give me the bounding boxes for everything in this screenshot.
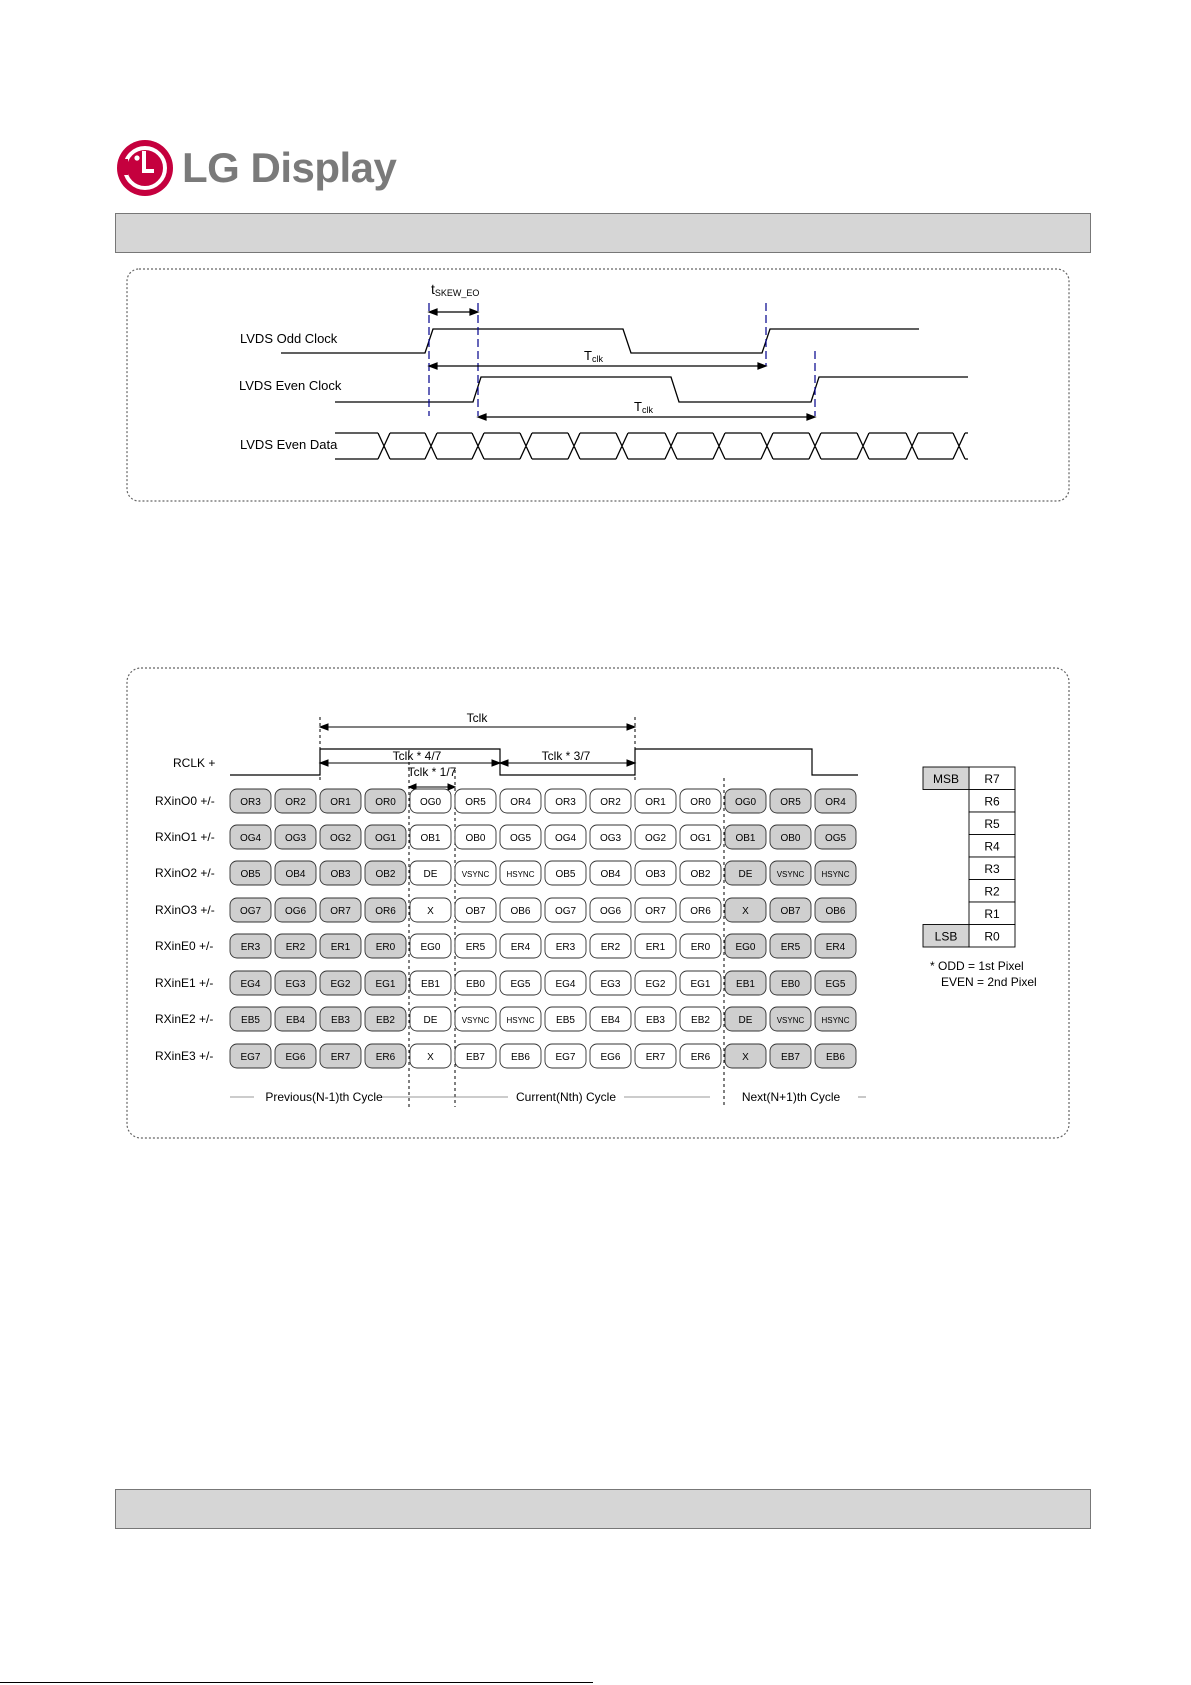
bit-cell-label: OB3 (645, 869, 666, 880)
bit-cell-label: EB1 (736, 979, 755, 990)
bit-name: R1 (984, 907, 1000, 921)
bit-cell-label: ER7 (330, 1052, 351, 1063)
bit-cell-label: HSYNC (821, 870, 850, 879)
bit-cell-label: OB3 (330, 869, 351, 880)
bit-cell-label: X (742, 1052, 749, 1063)
bit-order-table (923, 767, 1015, 947)
footer-rule (0, 1682, 593, 1683)
bit-cell-label: EB2 (376, 1015, 395, 1026)
bit-cell-label: EB7 (781, 1052, 800, 1063)
bit-cell-label: OB2 (690, 869, 711, 880)
bit-cell-label: OG2 (329, 833, 352, 844)
arrowhead-icon (470, 309, 478, 315)
signal-label-odd-clock: LVDS Odd Clock (240, 331, 338, 346)
even-data-waveform (335, 433, 968, 459)
arrowhead-icon (320, 724, 328, 730)
even-tclk-label: Tclk (634, 399, 653, 415)
cycle-label-current: Current(Nth) Cycle (515, 1090, 617, 1104)
bit-cell-label: OR7 (330, 906, 351, 917)
arrowhead-icon (429, 363, 437, 369)
bit-cell-label: EB0 (781, 979, 800, 990)
bit-cell-label: EG3 (285, 979, 306, 990)
bit-cell-label: EB2 (691, 1015, 710, 1026)
bit-cell-label: OB7 (465, 906, 486, 917)
arrowhead-icon (448, 784, 455, 790)
bit-cell-label: ER5 (780, 942, 801, 953)
bit-cell-label: ER1 (330, 942, 351, 953)
lvds-data-mapping-diagram (126, 667, 1071, 1140)
bit-cell-label: HSYNC (821, 1016, 850, 1025)
arrowhead-icon (500, 760, 508, 766)
odd-clock-waveform (281, 329, 919, 353)
tclk-1-7-label: Tclk * 1/7 (407, 765, 457, 779)
note-even: EVEN = 2nd Pixel (941, 975, 1037, 989)
note-odd: * ODD = 1st Pixel (930, 959, 1024, 973)
bit-cell-label: X (427, 906, 434, 917)
bit-cell-label: EG6 (600, 1052, 621, 1063)
lvds-odd-even-timing-diagram (126, 268, 1071, 504)
bit-cell-label: ER2 (285, 942, 306, 953)
bit-cell-label: OB1 (420, 833, 441, 844)
bit-cell-label: OG7 (239, 906, 262, 917)
bit-cell-label: OR6 (690, 906, 711, 917)
arrowhead-icon (478, 414, 486, 420)
bit-cell-label: ER3 (555, 942, 576, 953)
bit-cell-label: EG0 (420, 942, 441, 953)
row-label: RXinO2 +/- (155, 866, 215, 880)
bit-cell-label: ER7 (645, 1052, 666, 1063)
bit-cell-label: OB0 (780, 833, 801, 844)
lsb-label: LSB (934, 929, 958, 944)
bit-cell-label: ER1 (645, 942, 666, 953)
bit-cell-label: VSYNC (776, 870, 805, 879)
lg-display-logo (116, 140, 396, 196)
bit-cell-label: EB1 (421, 979, 440, 990)
data-rows (155, 789, 856, 1068)
bit-cell-label: OR3 (555, 797, 576, 808)
bit-cell-label: OG0 (734, 797, 757, 808)
bit-cell-label: EB6 (511, 1052, 530, 1063)
bit-cell-label: EB3 (646, 1015, 665, 1026)
bit-cell-label: OG6 (284, 906, 307, 917)
bit-name: R0 (984, 929, 1000, 944)
odd-tclk-label: Tclk (584, 348, 603, 364)
bit-cell-label: ER6 (690, 1052, 711, 1063)
bit-cell-label: ER0 (375, 942, 396, 953)
bit-cell-label: OR3 (240, 797, 261, 808)
bit-cell-label: DE (423, 1015, 438, 1026)
bit-cell-label: EB4 (286, 1015, 305, 1026)
bit-cell-label: DE (738, 1015, 753, 1026)
cycle-label-next: Next(N+1)th Cycle (741, 1090, 841, 1104)
footer-bar (115, 1489, 1091, 1529)
row-label: RXinE2 +/- (155, 1012, 214, 1026)
arrowhead-icon (807, 414, 815, 420)
tclk-3-7-label: Tclk * 3/7 (541, 749, 591, 763)
bit-cell-label: OR4 (825, 797, 846, 808)
bit-cell-label: OB7 (780, 906, 801, 917)
bit-cell-label: OG3 (284, 833, 307, 844)
bit-cell-label: OB2 (375, 869, 396, 880)
bit-cell-label: ER5 (465, 942, 486, 953)
bit-cell-label: EG1 (690, 979, 711, 990)
arrowhead-icon (758, 363, 766, 369)
bit-cell-label: OR7 (645, 906, 666, 917)
bit-cell-label: OB6 (510, 906, 531, 917)
bit-cell-label: EG3 (600, 979, 621, 990)
bit-cell-label: OB5 (555, 869, 576, 880)
bit-cell-label: OB5 (240, 869, 261, 880)
bit-name: R3 (984, 862, 1000, 876)
bit-cell-label: HSYNC (506, 870, 535, 879)
bit-cell-label: ER4 (510, 942, 531, 953)
bit-cell-label: OR1 (330, 797, 351, 808)
bit-cell-label: EG7 (555, 1052, 576, 1063)
bit-cell-label: OB4 (285, 869, 306, 880)
bit-cell-label: ER4 (825, 942, 846, 953)
bit-cell-label: DE (738, 869, 753, 880)
skew-label: tSKEW_EO (431, 281, 480, 298)
bit-cell-label: EG4 (555, 979, 576, 990)
data-eye-path (335, 433, 968, 459)
bit-cell-label: EG1 (375, 979, 396, 990)
bit-cell-label: EB5 (556, 1015, 575, 1026)
bit-cell-label: EG4 (240, 979, 261, 990)
bit-cell-label: OG1 (374, 833, 397, 844)
lg-face-logo-icon (116, 139, 174, 197)
bit-cell-label: ER3 (240, 942, 261, 953)
bit-cell-label: OB1 (735, 833, 756, 844)
bit-cell-label: EB0 (466, 979, 485, 990)
bit-cell-label: OB6 (825, 906, 846, 917)
bit-cell-label: OR2 (600, 797, 621, 808)
bit-cell-label: OR6 (375, 906, 396, 917)
row-label: RXinO3 +/- (155, 903, 215, 917)
bit-cell-label: ER6 (375, 1052, 396, 1063)
bit-name: R6 (984, 794, 1000, 809)
bit-cell-label: EG2 (645, 979, 666, 990)
bit-cell-label: EG5 (510, 979, 531, 990)
bit-cell-label: OG2 (644, 833, 667, 844)
bit-cell-label: OG0 (419, 797, 442, 808)
bit-cell-label: EB4 (601, 1015, 620, 1026)
arrowhead-icon (627, 724, 635, 730)
row-label: RXinE0 +/- (155, 939, 214, 953)
bit-cell-label: OG5 (509, 833, 532, 844)
bit-cell-label: OR0 (375, 797, 396, 808)
bit-cell-label: OG4 (239, 833, 262, 844)
bit-cell-label: EG7 (240, 1052, 261, 1063)
bit-cell-label: OG6 (599, 906, 622, 917)
bit-cell-label: VSYNC (461, 870, 490, 879)
bit-name: R7 (984, 772, 1000, 786)
bit-cell-label: X (427, 1052, 434, 1063)
row-label: RXinO0 +/- (155, 794, 215, 808)
bit-cell-label: DE (423, 869, 438, 880)
bit-cell-label: OB4 (600, 869, 621, 880)
rclk-label: RCLK + (173, 756, 216, 770)
msb-label: MSB (932, 772, 960, 786)
row-label: RXinE3 +/- (155, 1049, 214, 1063)
bit-cell-label: HSYNC (506, 1016, 535, 1025)
bit-name: R4 (984, 839, 1000, 854)
bit-cell-label: OG7 (554, 906, 577, 917)
bit-cell-label: EB6 (826, 1052, 845, 1063)
bit-cell-label: OR0 (690, 797, 711, 808)
bit-cell-label: OR5 (465, 797, 486, 808)
bit-cell-label: OG4 (554, 833, 577, 844)
even-clock-waveform (335, 377, 968, 402)
bit-cell-label: OG5 (824, 833, 847, 844)
bit-cell-label: ER0 (690, 942, 711, 953)
bit-cell-label: OR2 (285, 797, 306, 808)
bit-cell-label: OG1 (689, 833, 712, 844)
row-label: RXinO1 +/- (155, 830, 215, 844)
signal-label-even-clock: LVDS Even Clock (239, 378, 342, 393)
row-label: RXinE1 +/- (155, 976, 214, 990)
bit-cell-label: EG2 (330, 979, 351, 990)
bit-cell-label: EB3 (331, 1015, 350, 1026)
bit-cell-label: OG3 (599, 833, 622, 844)
arrowhead-icon (429, 309, 437, 315)
bit-cell-label: VSYNC (461, 1016, 490, 1025)
bit-cell-label: EG0 (735, 942, 756, 953)
header-bar (115, 213, 1091, 253)
bit-cell-label: EG5 (825, 979, 846, 990)
bit-cell-label: VSYNC (776, 1016, 805, 1025)
bit-cell-label: X (742, 906, 749, 917)
bit-cell-label: OR1 (645, 797, 666, 808)
bit-cell-label: OB0 (465, 833, 486, 844)
bit-cell-label: EB7 (466, 1052, 485, 1063)
arrowhead-icon (627, 760, 635, 766)
cycle-label-previous: Previous(N-1)th Cycle (265, 1090, 383, 1104)
brand-name: LG Display (182, 144, 397, 191)
bit-cell-label: ER2 (600, 942, 621, 953)
signal-label-even-data: LVDS Even Data (240, 437, 338, 452)
bit-cell-label: EG6 (285, 1052, 306, 1063)
bit-cell-label: EB5 (241, 1015, 260, 1026)
bit-name: R2 (984, 884, 1000, 899)
bit-cell-label: OR4 (510, 797, 531, 808)
tclk-label: Tclk (466, 711, 488, 725)
bit-name: R5 (984, 817, 1000, 831)
bit-cell-label: OR5 (780, 797, 801, 808)
arrowhead-icon (320, 760, 328, 766)
tclk-4-7-label: Tclk * 4/7 (392, 749, 442, 763)
